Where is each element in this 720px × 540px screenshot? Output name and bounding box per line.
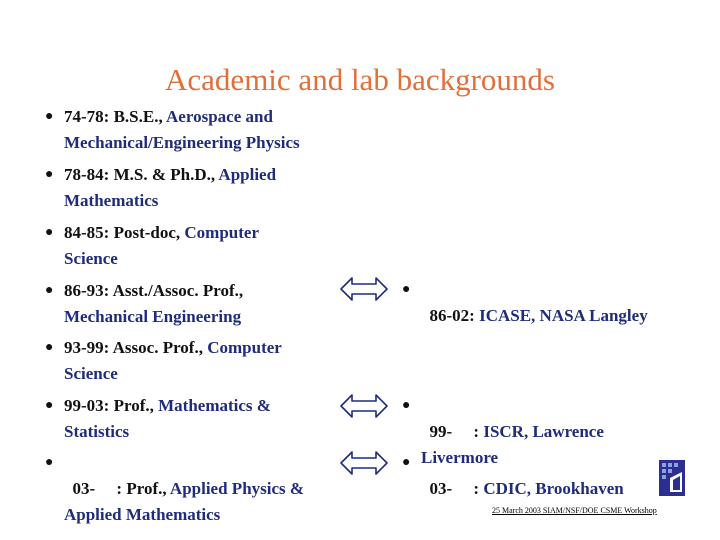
bullet-detail: Computer Science xyxy=(64,338,282,383)
slide-title: Academic and lab backgrounds xyxy=(165,62,555,97)
bullet-detail: ISCR, Lawrence Livermore xyxy=(421,422,609,467)
left-bullet-1 xyxy=(45,104,354,156)
footer-text: 25 March 2003 SIAM/NSF/DOE CSME Workshop xyxy=(492,506,657,515)
bullet-label: 93-99: Assoc. Prof., xyxy=(64,338,203,357)
left-bullet-5 xyxy=(45,335,334,387)
double-arrow-icon xyxy=(340,276,388,302)
double-arrow-icon xyxy=(340,393,388,419)
bullet-dot-icon: ● xyxy=(45,455,54,470)
bullet-detail: Applied Physics & Applied Mathematics xyxy=(64,479,308,524)
bullet-label: 03- : Prof., xyxy=(72,479,167,498)
right-bullet-1 xyxy=(402,277,701,329)
bullet-detail: CDIC, Brookhaven xyxy=(483,479,624,498)
bullet-dot-icon: ● xyxy=(402,455,411,470)
bullet-dot-icon: ● xyxy=(45,398,54,413)
double-arrow-icon xyxy=(340,450,388,476)
right-bullet-3 xyxy=(402,450,661,502)
bullet-dot-icon: ● xyxy=(402,398,411,413)
bullet-label: 99- : xyxy=(429,422,480,441)
bullet-detail: Mechanical Engineering xyxy=(64,307,242,326)
logo-icon xyxy=(656,458,688,498)
bullet-detail: Aerospace and Mechanical/Engineering Physics xyxy=(64,107,300,152)
left-bullet-6 xyxy=(45,393,324,445)
bullet-detail: Mathematics & Statistics xyxy=(64,396,271,441)
left-bullet-7 xyxy=(45,450,344,528)
bullet-label: 99-03: Prof., xyxy=(64,396,154,415)
bullet-label: 86-02: xyxy=(429,306,475,325)
left-bullet-3 xyxy=(45,220,314,272)
bullet-label: 74-78: B.S.E., xyxy=(64,107,163,126)
bullet-dot-icon: ● xyxy=(45,340,54,355)
bullet-dot-icon: ● xyxy=(45,283,54,298)
bullet-detail: Computer Science xyxy=(64,223,259,268)
left-bullet-2 xyxy=(45,162,334,214)
bullet-dot-icon: ● xyxy=(45,167,54,182)
bullet-label: 86-93: Asst./Assoc. Prof., xyxy=(64,281,244,300)
bullet-dot-icon: ● xyxy=(45,109,54,124)
bullet-dot-icon: ● xyxy=(45,225,54,240)
left-bullet-4 xyxy=(45,278,314,330)
bullet-label: 84-85: Post-doc, xyxy=(64,223,181,242)
bullet-dot-icon: ● xyxy=(402,282,411,297)
bullet-detail: Applied Mathematics xyxy=(64,165,277,210)
bullet-label: 78-84: M.S. & Ph.D., xyxy=(64,165,216,184)
bullet-label: 03- : xyxy=(429,479,480,498)
bullet-detail: ICASE, NASA Langley xyxy=(479,306,648,325)
